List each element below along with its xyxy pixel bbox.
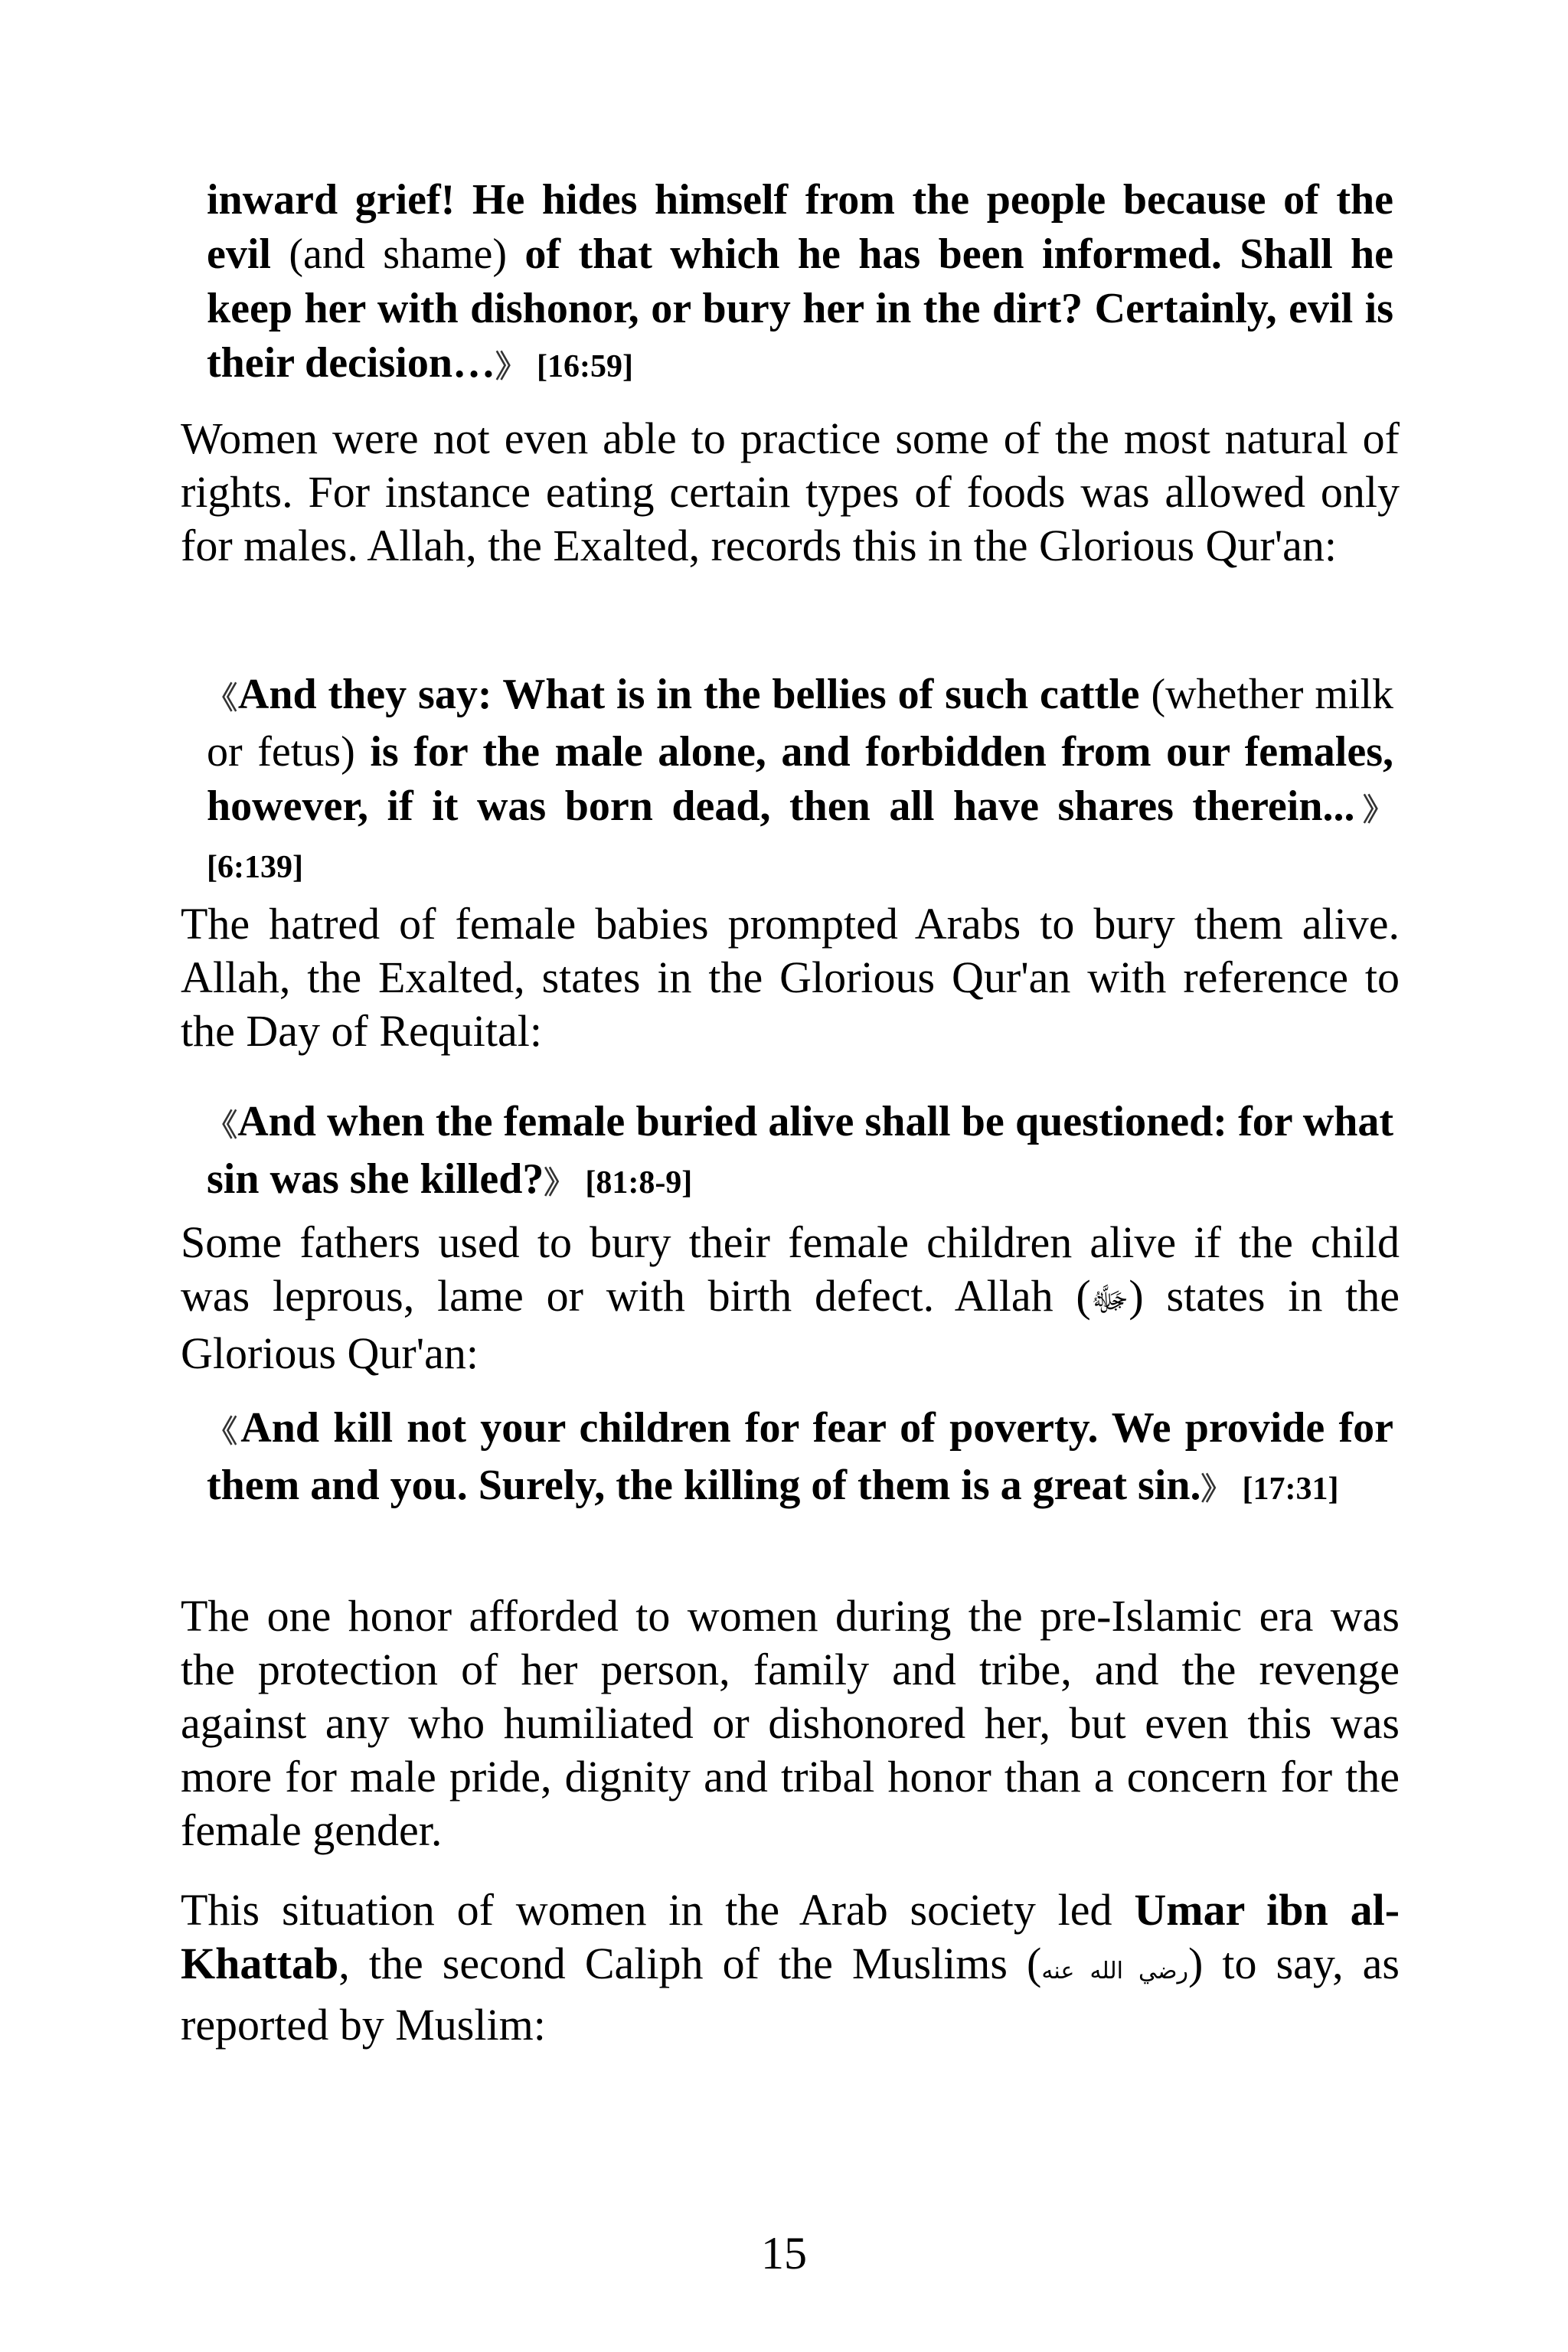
paragraph-women-rights: Women were not even able to practice some of the most natural of rights. For instance eating certain types of foods was allowed only for males. Allah, the Exalted, records this in the Glorious Qur'an: — [181, 413, 1400, 570]
paragraph-text: This situation of women in the Arab society led — [181, 1885, 1112, 1935]
person-name: Umar ibn al-Khattab — [181, 1885, 1400, 1988]
closing-bracket-icon: 》 — [495, 348, 526, 384]
paragraph-text: ) to say, as reported by Muslim: — [181, 1939, 1400, 2050]
quote-bold-text: is for the male alone, and forbidden from our females, however, if it was born dead, then all have shares therein... — [207, 728, 1394, 830]
quote-parenthetical: (and shame) — [289, 230, 508, 278]
paragraph-fathers — [181, 1216, 1400, 1380]
opening-bracket-icon: 《 — [207, 680, 238, 716]
page-number: 15 — [761, 2228, 807, 2278]
paragraph-umar — [181, 1883, 1400, 2052]
paragraph-text: , the second Caliph of the Muslims ( — [338, 1939, 1042, 1988]
paragraph-text: ) states in the Glorious Qur'an: — [181, 1271, 1400, 1378]
verse-reference: [16:59] — [536, 349, 633, 384]
quote-parenthetical: (whether milk or fetus) — [207, 671, 1394, 776]
quote-bold-text: And they say: What is in the bellies of such cattle — [237, 671, 1140, 718]
paragraph-text: Some fathers used to bury their female children alive if the child was leprous, lame or with birth defect. Allah ( — [181, 1217, 1400, 1321]
closing-bracket-icon: 》 — [1354, 792, 1393, 828]
quran-quote-81-8 — [207, 1095, 1393, 1210]
quote-bold-text: And kill not your children for fear of poverty. We provide for them and you. Surely, the killing of them is a great sin. — [207, 1404, 1394, 1509]
quote-bold-text: of that which he has been informed. Shall he keep her with dishonor, or bury her in the dirt? Certainly, evil is their decision… — [207, 230, 1394, 387]
honorific-glyph: رضي الله عنه — [1041, 1958, 1189, 1984]
quran-quote-6-139 — [207, 668, 1393, 895]
closing-bracket-icon: 》 — [544, 1165, 575, 1200]
quran-quote-16-59 — [207, 173, 1393, 394]
quran-quote-17-31 — [207, 1401, 1393, 1517]
opening-bracket-icon: 《 — [207, 1413, 241, 1449]
closing-bracket-icon: 》 — [1200, 1471, 1232, 1507]
verse-reference: [81:8-9] — [585, 1165, 693, 1200]
paragraph-female-babies: The hatred of female babies prompted Arabs to bury them alive. Allah, the Exalted, states in the Glorious Qur'an with reference to the Day of Requital: — [181, 899, 1400, 1056]
honorific-glyph: ﷻ — [1090, 1280, 1129, 1319]
opening-bracket-icon: 《 — [207, 1107, 238, 1143]
verse-reference: [17:31] — [1242, 1472, 1339, 1507]
verse-reference: [6:139] — [207, 850, 303, 885]
quote-bold-text: And when the female buried alive shall be questioned: for what sin was she killed? — [207, 1098, 1393, 1203]
paragraph-one-honor: The one honor afforded to women during the pre-Islamic era was the protection of her person, family and tribe, and the revenge against any who humiliated or dishonored her, but even this was more for male pride, dignity and tribal honor than a concern for the female gender. — [181, 1591, 1400, 1855]
quote-bold-text: inward grief! He hides himself from the people because of the evil — [207, 176, 1393, 278]
